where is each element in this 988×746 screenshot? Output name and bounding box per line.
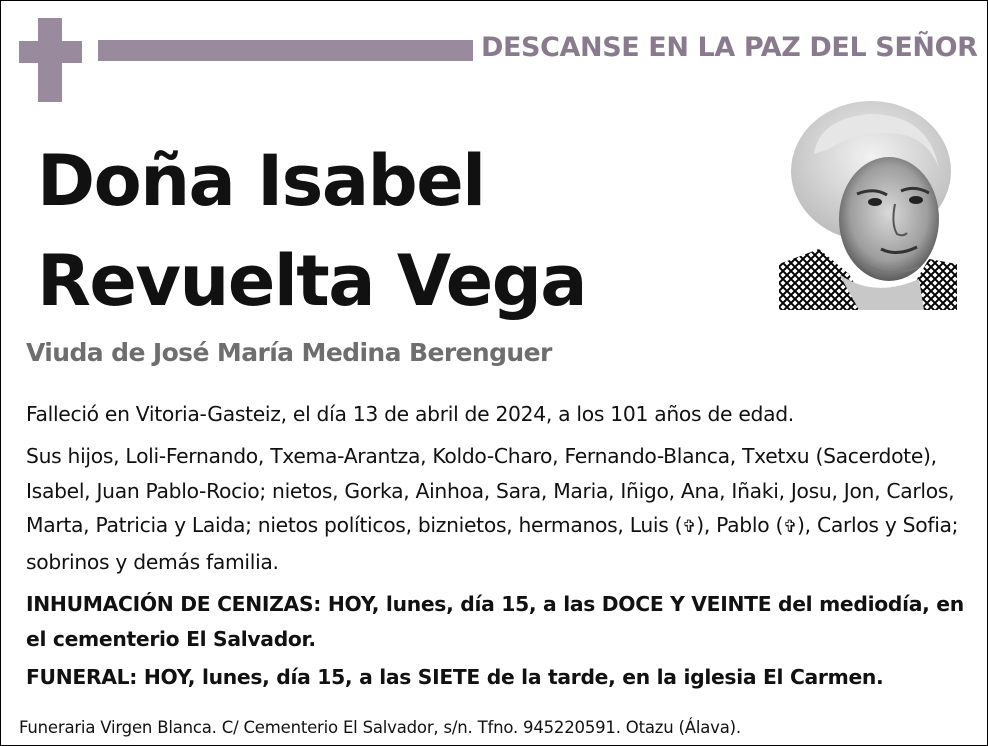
cross-icon — [19, 18, 82, 102]
widow-of-line: Viuda de José María Medina Berenguer — [26, 338, 552, 367]
portrait-photo — [779, 99, 957, 310]
death-notice: Falleció en Vitoria-Gasteiz, el día 13 de abril de 2024, a los 101 años de edad. — [26, 402, 794, 426]
family-list — [26, 439, 971, 579]
inhumation-notice: INHUMACIÓN DE CENIZAS: HOY, lunes, día 15, a las DOCE Y VEINTE del mediodía, en el cementerio El Salvador. — [26, 592, 964, 651]
funeral-home-info: Funeraria Virgen Blanca. C/ Cementerio El Salvador, s/n. Tfno. 945220591. Otazu (Álava). — [19, 718, 741, 737]
family-text-3: ), Carlos y Sofia; sobrinos y demás familia. — [26, 513, 959, 574]
cross-icon: ✞ — [682, 517, 697, 537]
funeral-notice: FUNERAL: HOY, lunes, día 15, a las SIETE de la tarde, en la iglesia El Carmen. — [26, 665, 884, 689]
rip-heading: DESCANSE EN LA PAZ DEL SEÑOR — [481, 32, 978, 63]
deceased-name — [37, 131, 586, 331]
cross-icon: ✞ — [783, 517, 798, 537]
name-line-1: Doña Isabel — [37, 140, 485, 222]
family-text-1: Sus hijos, Loli-Fernando, Txema-Arantza, Koldo-Charo, Fernando-Blanca, Txetxu (Sacerdote), Isabel, Juan Pablo-Rocio; nietos, Gorka, Ainhoa, Sara, Maria, Iñigo, Ana, Iñaki, Josu, Jon, Carlos, Marta, Patricia y Laida; nietos políticos, biznietos, hermanos, Luis ( — [26, 444, 955, 537]
name-line-2: Revuelta Vega — [37, 240, 587, 322]
family-text-2: ), Pablo ( — [696, 513, 784, 537]
header-bar — [98, 40, 473, 61]
